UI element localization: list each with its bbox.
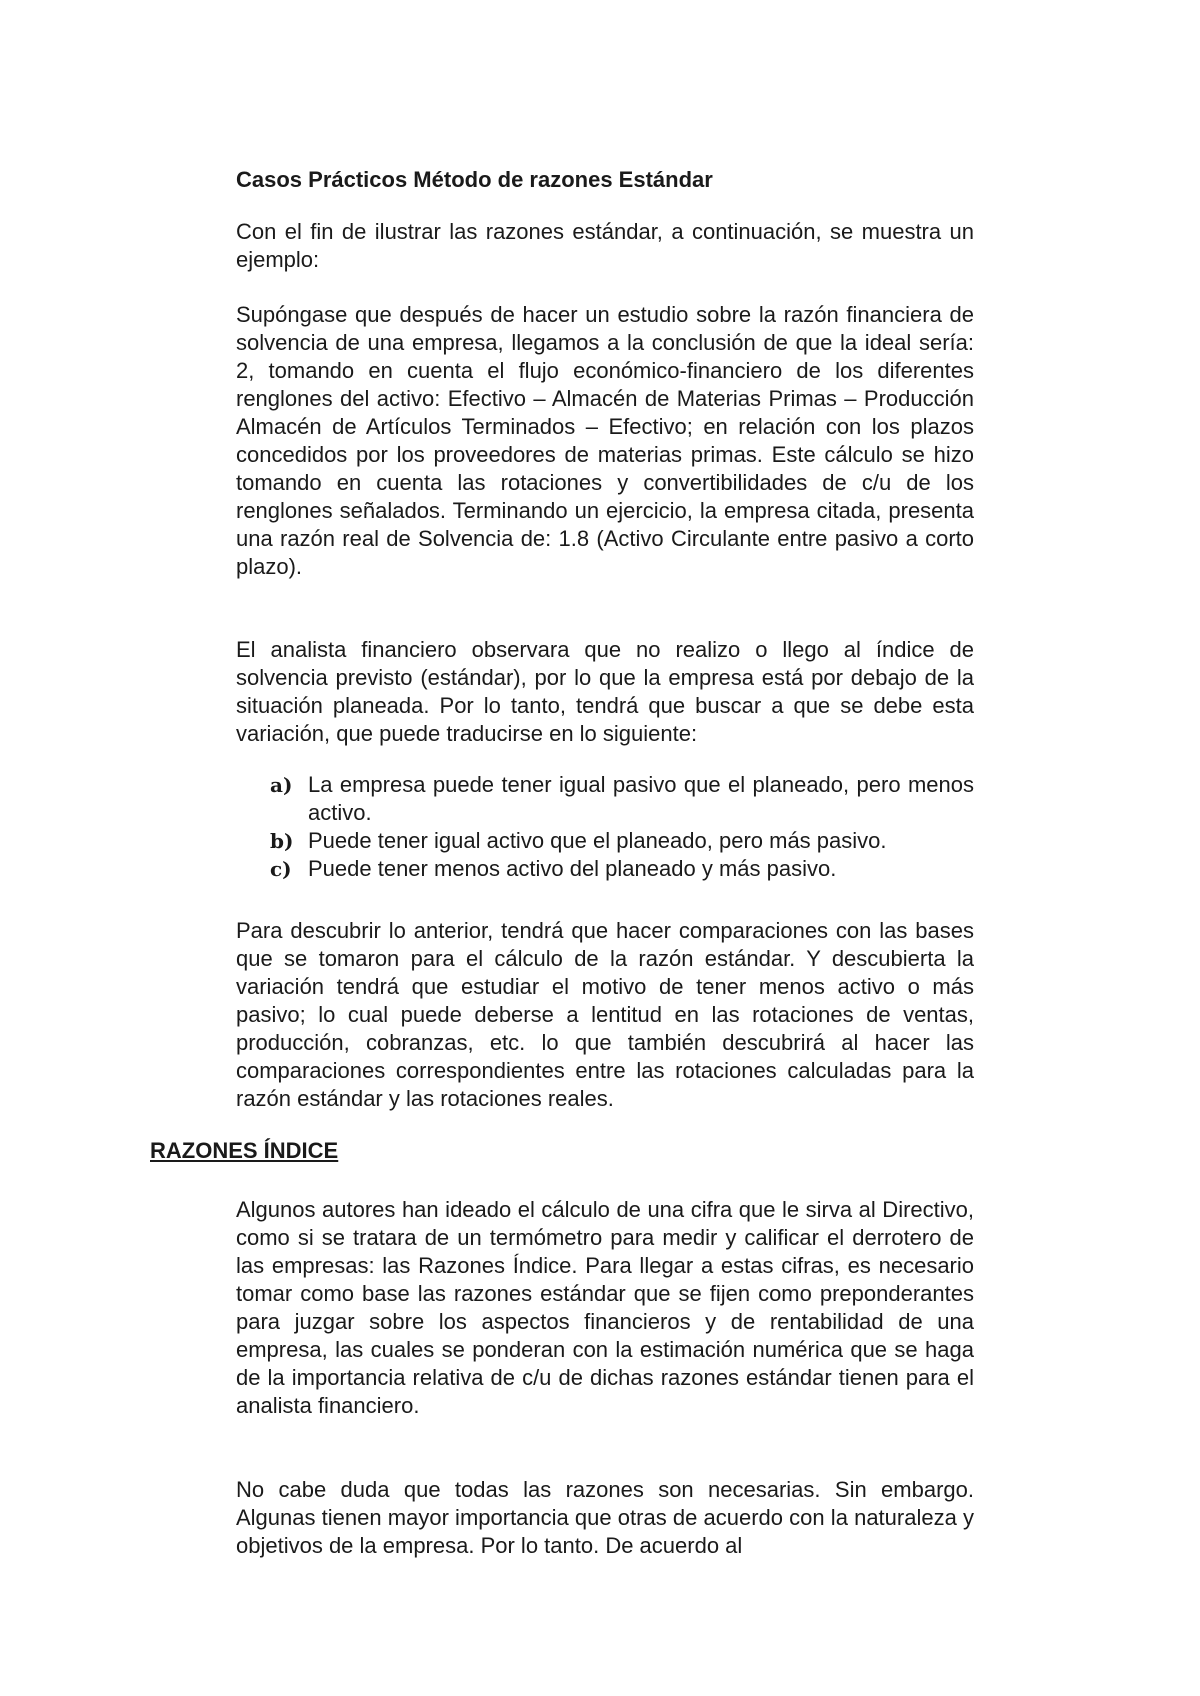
intro-paragraph bbox=[236, 218, 974, 274]
list-item-text: Puede tener menos activo del planeado y más pasivo. bbox=[308, 856, 837, 881]
intro-text: Con el fin de ilustrar las razones estándar, a continuación, se muestra un ejemplo: bbox=[236, 219, 974, 272]
paragraph-4 bbox=[236, 1196, 974, 1420]
list-item bbox=[270, 771, 974, 827]
paragraph-5 bbox=[236, 1476, 974, 1560]
list-marker: b) bbox=[270, 829, 294, 853]
paragraph-5-text: No cabe duda que todas las razones son necesarias. Sin embargo. Algunas tienen mayor importancia que otras de acuerdo con la naturaleza y objetivos de la empresa. Por lo tanto. De acuerdo al bbox=[236, 1477, 974, 1558]
paragraph-3-text: Para descubrir lo anterior, tendrá que hacer comparaciones con las bases que se tomaron para el cálculo de la razón estándar. Y descubierta la variación tendrá que estudiar el motivo de tener menos activo o más pasivo; lo cual puede deberse a lentitud en las rotaciones de ventas, producción, cobranzas, etc. lo que también descubrirá al hacer las comparaciones correspondientes entre las rotaciones calculadas para la razón estándar y las rotaciones reales. bbox=[236, 918, 974, 1111]
variation-list bbox=[270, 771, 974, 883]
list-item bbox=[270, 827, 974, 855]
document-title: Casos Prácticos Método de razones Estándar bbox=[236, 167, 713, 192]
paragraph-1-text: Supóngase que después de hacer un estudio sobre la razón financiera de solvencia de una empresa, llegamos a la conclusión de que la ideal sería: 2, tomando en cuenta el flujo económico-financiero de los diferentes renglones del activo: Efectivo – Almacén de Materias Primas – Producción Almacén de Artículos Terminados – Efectivo; en relación con los plazos concedidos por los proveedores de materias primas. Este cálculo se hizo tomando en cuenta las rotaciones y convertibilidades de c/u de los renglones señalados. Terminando un ejercicio, la empresa citada, presenta una razón real de Solvencia de: 1.8 (Activo Circulante entre pasivo a corto plazo). bbox=[236, 302, 974, 579]
list-item-text: Puede tener igual activo que el planeado, pero más pasivo. bbox=[308, 828, 887, 853]
paragraph-2-text: El analista financiero observara que no realizo o llego al índice de solvencia previsto (estándar), por lo que la empresa está por debajo de la situación planeada. Por lo tanto, tendrá que buscar a que se debe esta variación, que puede traducirse en lo siguiente: bbox=[236, 637, 974, 746]
paragraph-1 bbox=[236, 301, 974, 581]
paragraph-4-text: Algunos autores han ideado el cálculo de una cifra que le sirva al Directivo, como si se tratara de un termómetro para medir y calificar el derrotero de las empresas: las Razones Índice. Para llegar a estas cifras, es necesario tomar como base las razones estándar que se fijen como preponderantes para juzgar sobre los aspectos financieros y de rentabilidad de una empresa, las cuales se ponderan con la estimación numérica que se haga de la importancia relativa de c/u de dichas razones estándar tienen para el analista financiero. bbox=[236, 1197, 974, 1418]
list-marker: a) bbox=[270, 773, 293, 797]
list-item bbox=[270, 855, 974, 883]
paragraph-3 bbox=[236, 917, 974, 1113]
paragraph-2 bbox=[236, 636, 974, 748]
section-heading: RAZONES ÍNDICE bbox=[150, 1138, 339, 1163]
list-item-text: La empresa puede tener igual pasivo que el planeado, pero menos activo. bbox=[308, 772, 974, 825]
list-marker: c) bbox=[270, 857, 292, 881]
